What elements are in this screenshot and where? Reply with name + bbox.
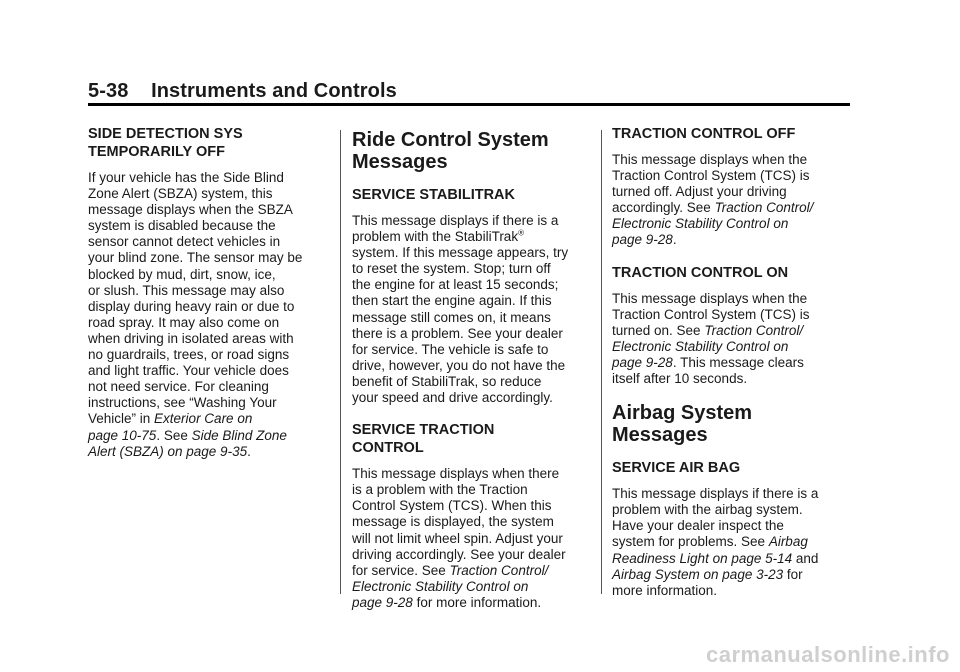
- paragraph: This message displays when there is a problem with the Traction Control System (TCS). When this message is displayed, the system will not limit wheel spin. Adjust your driving accordingly. See your dealer for service. See Traction Control/ Electronic Stability Control on page 9-28 for more information.: [352, 466, 566, 610]
- paragraph: This message displays if there is a problem with the StabiliTrak® system. If this message appears, try to reset the system. Stop; turn off the engine for at least 15 seconds; then start the engine again. If this message still comes on, it means there is a problem. See your dealer for service. The vehicle is safe to drive, however, you do not have the benefit of StabiliTrak, so reduce your speed and drive accordingly.: [352, 213, 569, 406]
- cross-reference-link[interactable]: Side Blind Zone Alert (SBZA) on page 9-35: [88, 427, 287, 459]
- section-heading: SERVICE AIR BAG: [612, 460, 741, 477]
- section-heading: TRACTION CONTROL ON: [612, 264, 789, 281]
- cross-reference-link[interactable]: Exterior Care on page 10-75: [88, 411, 253, 443]
- section-title: Airbag System Messages: [612, 402, 753, 447]
- section-title: Ride Control System Messages: [352, 129, 549, 173]
- cross-reference-link[interactable]: Traction Control/ Electronic Stability Control on page 9-28: [352, 562, 549, 610]
- paragraph: This message displays if there is a problem with the airbag system. Have your dealer inspect the system for problems. See Airbag Readiness Light on page 5-14 and Airbag System on page 3-23 for more information.: [612, 486, 819, 598]
- cross-reference-link[interactable]: Traction Control/ Electronic Stability Control on page 9-28: [612, 322, 804, 370]
- column-3: [612, 125, 852, 614]
- section-heading: SERVICE STABILITRAK: [352, 187, 516, 203]
- section-heading: TRACTION CONTROL OFF: [612, 126, 796, 142]
- header-rule: [88, 103, 850, 106]
- section-title: Instruments and Controls: [151, 80, 397, 102]
- registered-mark: ®: [518, 228, 524, 238]
- page-number: 5-38: [88, 80, 129, 102]
- cross-reference-link[interactable]: Traction Control/ Electronic Stability Control on page 9-28: [612, 200, 814, 248]
- column-divider: [340, 130, 341, 594]
- paragraph: If your vehicle has the Side Blind Zone Alert (SBZA) system, this message displays when the SBZA system is disabled because the sensor cannot detect vehicles in your blind zone. The sensor may be blocked by mud, dirt, snow, ice, or slush. This message may also display during heavy rain or due to road spray. It may also come on when driving in isolated areas with no guardrails, trees, or road signs and light traffic. Your vehicle does not need service. For cleaning instructions, see “Washing Your Vehicle” in Exterior Care on page 10-75. See Side Blind Zone Alert (SBZA) on page 9-35.: [88, 170, 303, 459]
- section-heading: SIDE DETECTION SYS TEMPORARILY OFF: [88, 126, 243, 160]
- cross-reference-link[interactable]: Airbag Readiness Light on page 5-14: [612, 534, 808, 566]
- cross-reference-link[interactable]: Airbag System on page 3-23: [612, 566, 784, 582]
- paragraph: This message displays when the Traction Control System (TCS) is turned on. See Traction Control/ Electronic Stability Control on page 9-28. This message clears itself after 10 seconds.: [612, 290, 810, 387]
- paragraph: This message displays when the Traction Control System (TCS) is turned off. Adjust your driving accordingly. See Traction Control/ Electronic Stability Control on page 9-28.: [612, 152, 814, 248]
- column-divider: [601, 130, 602, 594]
- column-1: [88, 125, 328, 475]
- column-2: [352, 129, 592, 626]
- section-heading: SERVICE TRACTION CONTROL: [352, 422, 495, 457]
- page-header: [88, 80, 397, 103]
- watermark: carmanualsonline.info: [706, 642, 950, 667]
